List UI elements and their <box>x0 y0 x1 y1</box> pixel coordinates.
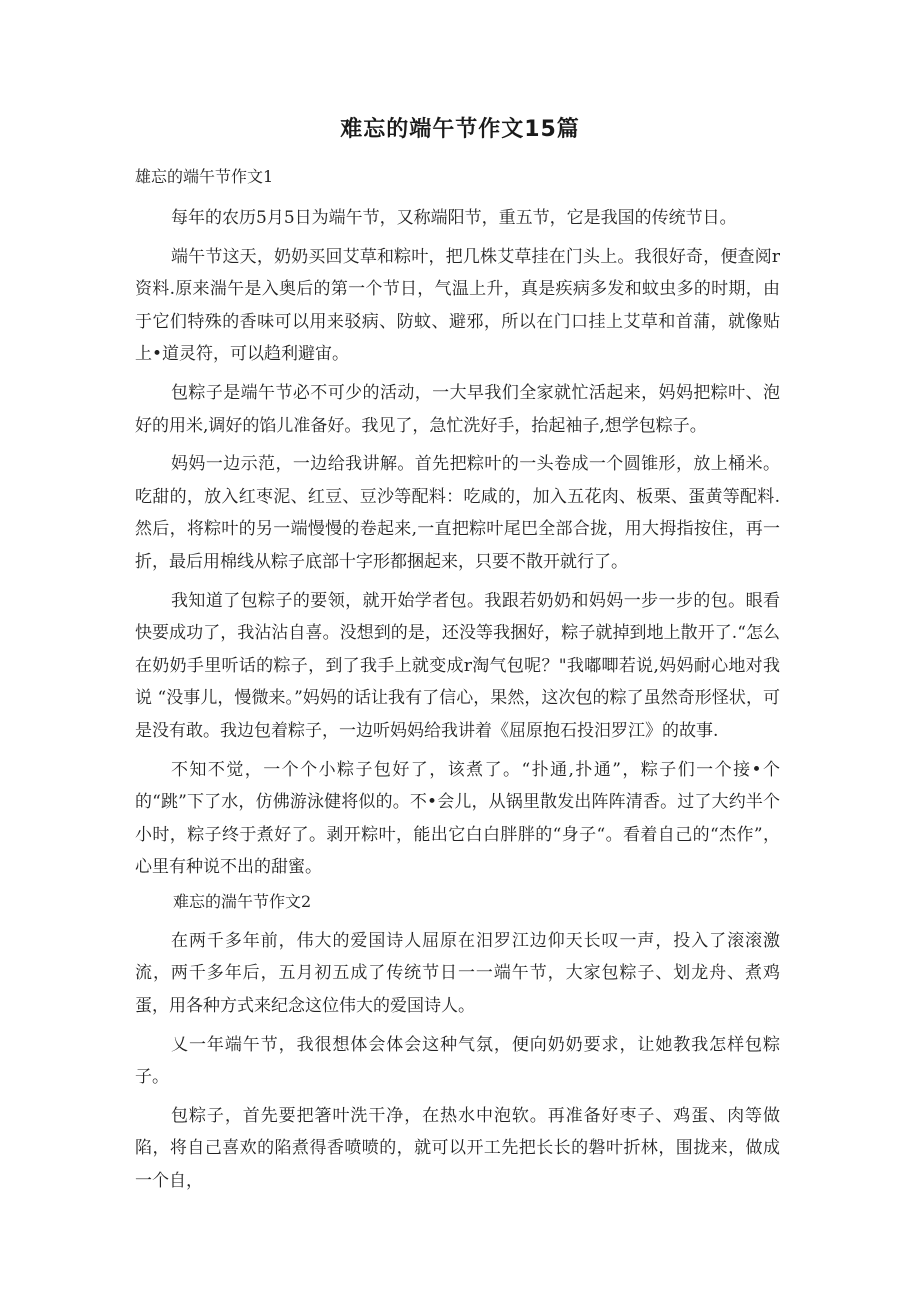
paragraph: 每年的农历5月5日为端午节，又称端阳节，重五节，它是我国的传统节日。 <box>171 208 737 228</box>
paragraph: 端午节这天，奶奶买回艾草和粽叶，把几株艾草挂在门头上。我很好奇，便查阅r资料.原来湍午是入奥后的第一个节日，气温上升，真是疾病多发和蚊虫多的时期，由于它们特殊的香味可以用来驳病、防蚊、避邪，所以在门口挂上艾草和首蒲，就像贴上•道灵符，可以趋利避宙。 <box>135 246 780 365</box>
paragraph: 在两千多年前，伟大的爱国诗人屈原在汨罗江边仰天长叹一声，投入了滚滚激流，两千多年后，五月初五成了传统节日一一端午节，大家包粽子、划龙舟、煮鸡蛋，用各种方式来纪念这位伟大的爱国诗人。 <box>135 930 780 1017</box>
paragraph: 乂一年端午节，我很想体会体会这种气氛，便向奶奶要求，让她教我怎样包粽子。 <box>135 1034 780 1088</box>
paragraph: 妈妈一边示范，一边给我讲解。首先把粽叶的一头卷成一个圆锥形，放上桶米。吃甜的，放入红枣泥、红豆、豆沙等配料：吃咸的，加入五花肉、板栗、蛋黄等配料.然后，将粽叶的另一端慢慢的卷起来,一直把粽叶尾巴全部合拢，用大拇指按住，再一折，最后用棉线从粽子底部十字形都捆起来，只要不散开就行了。 <box>135 454 780 572</box>
paragraph: 我知道了包粽子的要领，就开始学者包。我跟若奶奶和妈妈一步一步的包。眼看快要成功了，我沾沾自喜。没想到的是，还没等我捆好，粽子就掉到地上散开了.“怎么在奶奶手里听话的粽子，到了我手上就变成r淘气包呢？"我嘟唧若说,妈妈耐心地对我说 “没事儿，慢微来。”妈妈的话让我有了信心，果然，这次包的粽了虽然奇形怪状，可是没有敢。我边包着粽子，一边听妈妈给我讲着《屈原抱石投汨罗江》的故事. <box>135 590 780 741</box>
paragraph: 不知不觉，一个个小粽子包好了，该煮了。“扑通,扑通”，粽子们一个接•个的“跳”下了水，仿佛游泳健将似的。不•会儿，从锅里散发出阵阵清香。过了大约半个小时，粽子终于煮好了。剥开粽叶，能出它白白胖胖的“身子“。看着自己的“杰作”，心里有种说不出的甜蜜。 <box>135 759 780 878</box>
section-heading-1: 雄忘的端午节作文1 <box>135 167 274 186</box>
document-title: 难忘的端午节作文15篇 <box>340 117 580 142</box>
paragraph: 包粽子是端午节必不可少的活动，一大早我们全家就忙活起来，妈妈把粽叶、泡好的用米,调好的馅儿准备好。我见了，急忙洗好手，抬起袖子,想学包粽子。 <box>135 382 780 436</box>
document-body <box>135 165 780 1204</box>
section-heading-2: 难忘的湍午节作文2 <box>173 891 312 911</box>
paragraph: 包粽子，首先要把箸叶洗干净，在热水中泡软。再准备好枣子、鸡蛋、肉等做陷，将自己喜欢的陷煮得香喷喷的，就可以开工先把长长的磐叶折林，围拢来，做成一个自， <box>135 1105 780 1192</box>
